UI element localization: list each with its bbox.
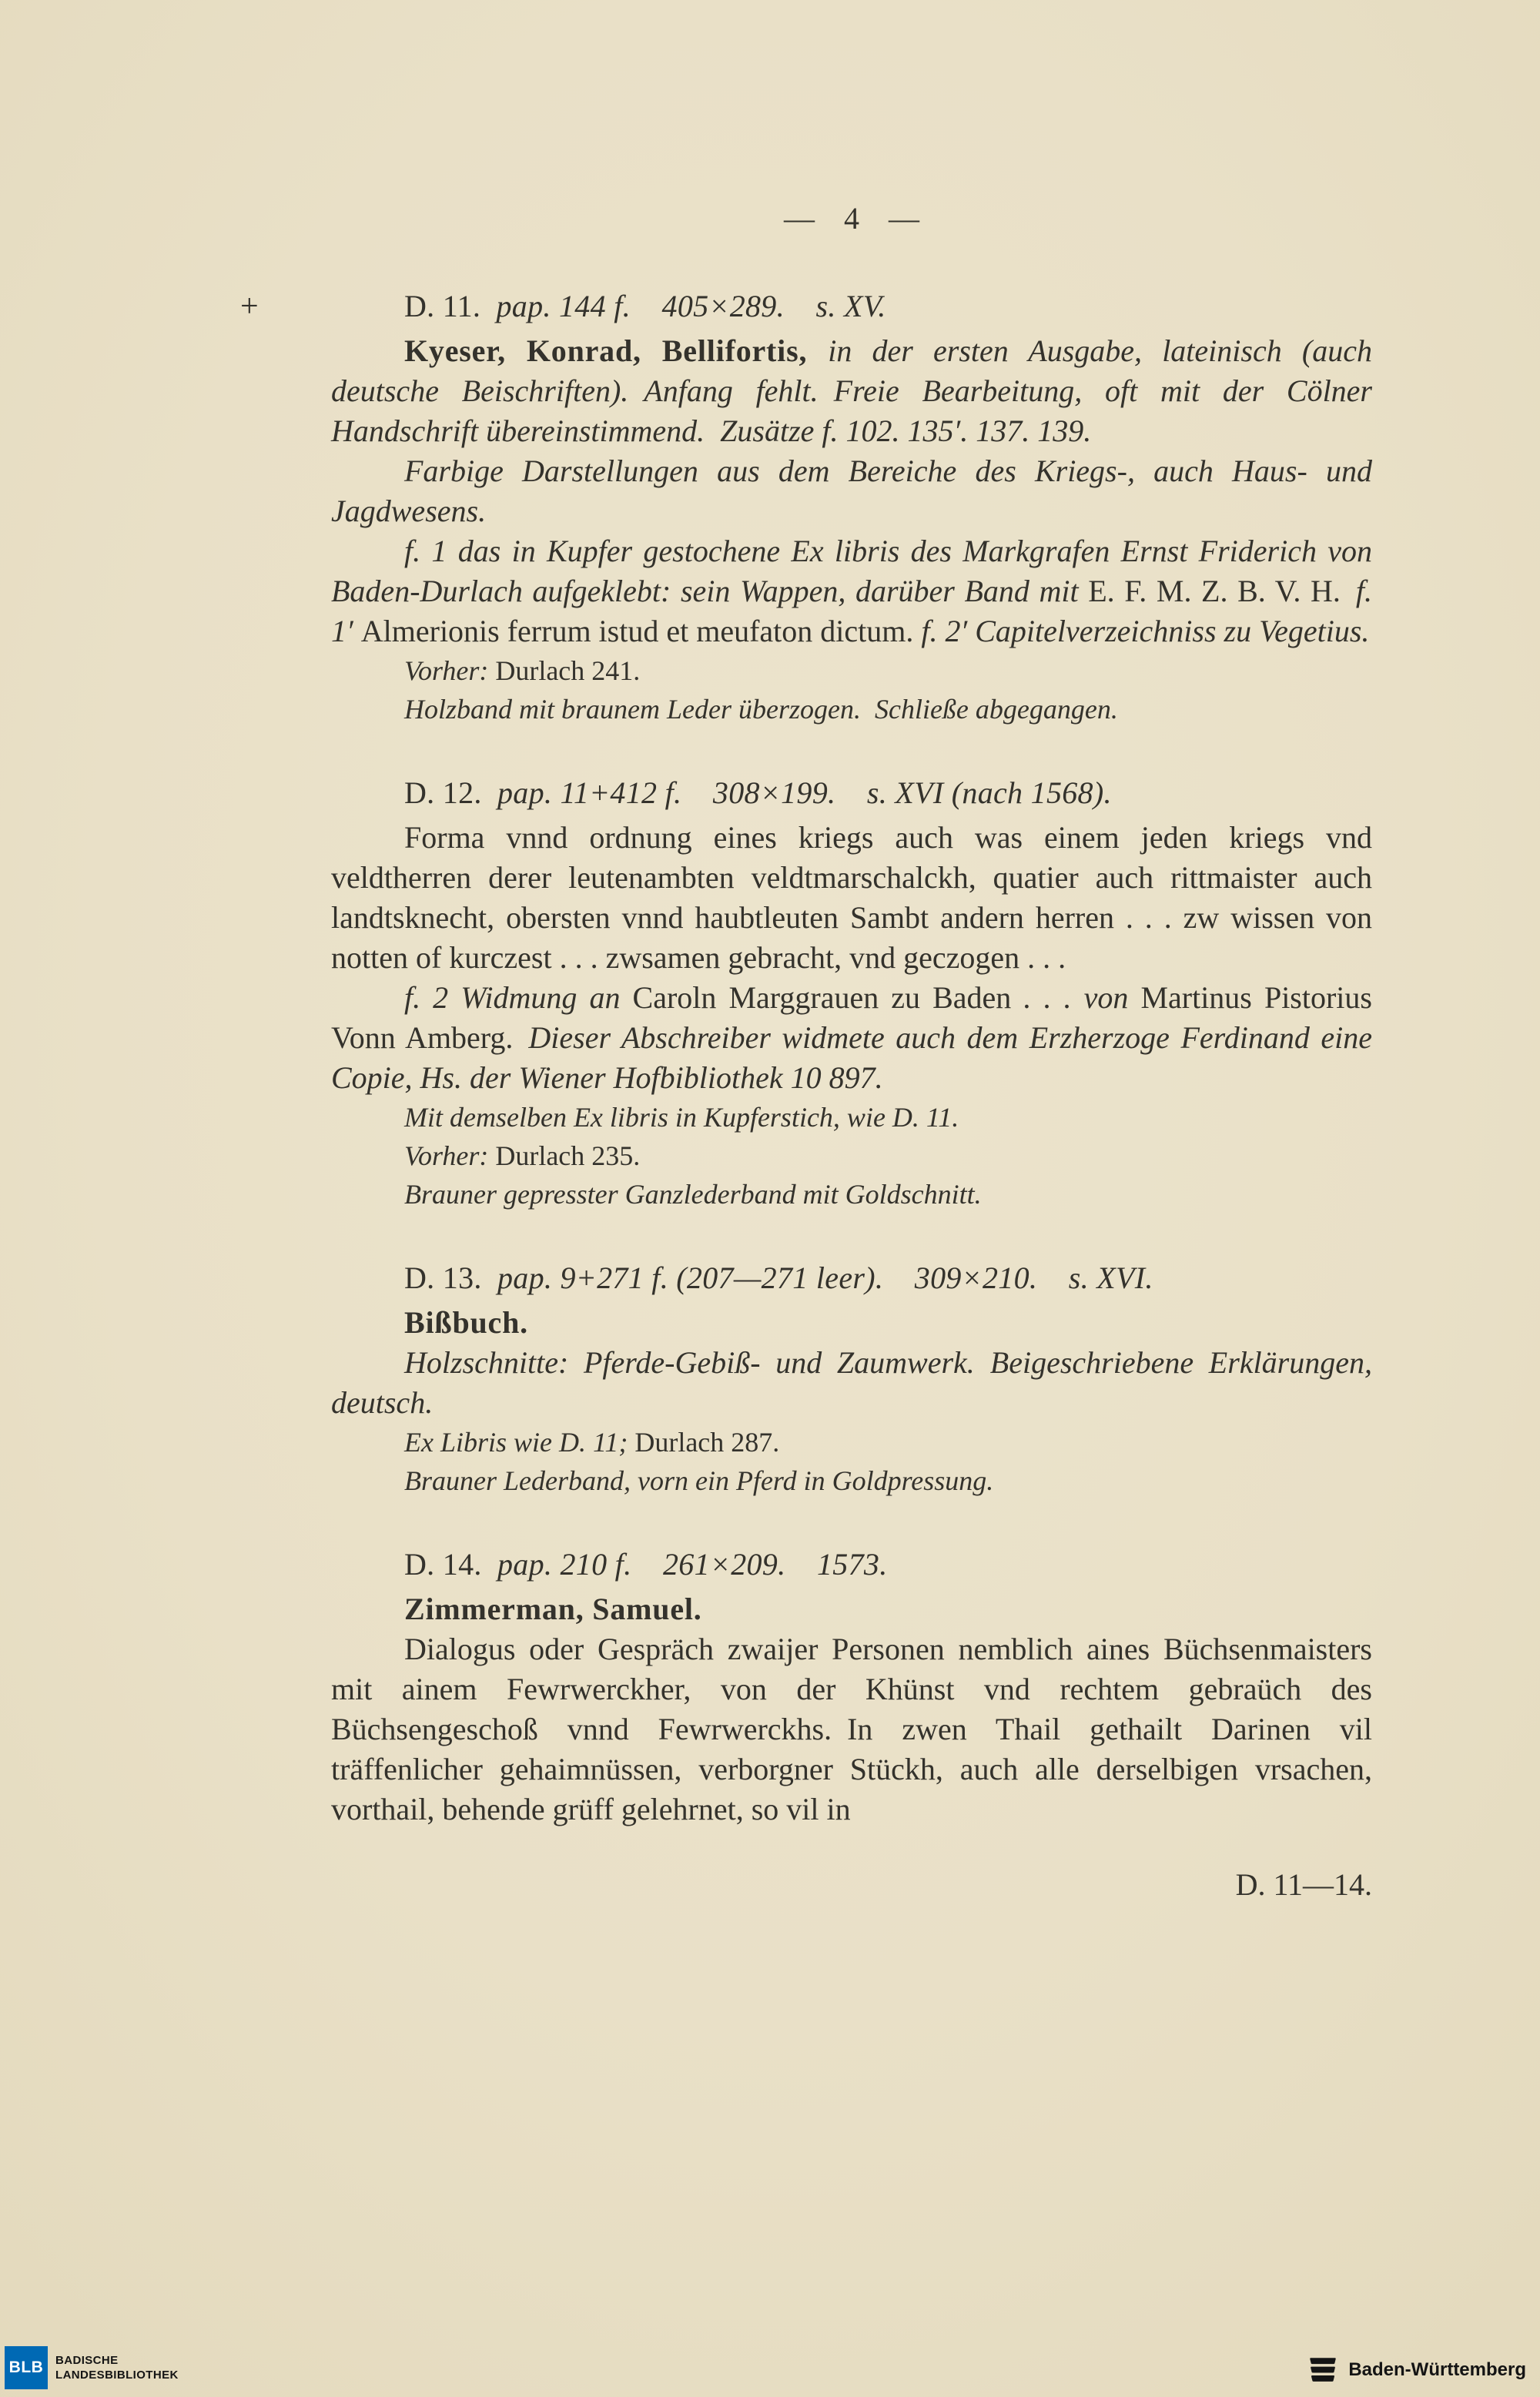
header-left-dash: — [784, 201, 815, 236]
entry-paragraph [404, 1137, 1372, 1175]
entry-paragraph [331, 531, 1372, 651]
text-segment: f. 1′ [331, 574, 1372, 648]
entry-header [331, 1258, 1372, 1298]
text-segment: pap. 210 f. 261×209. 1573. [481, 1547, 888, 1582]
text-segment: D. 12. [404, 775, 482, 810]
text-segment: Vorher: [404, 1140, 496, 1171]
catalog-entry [331, 1258, 1372, 1500]
text-segment: Holzband mit braunem Leder überzogen. Schließe abgegangen. [404, 694, 1118, 725]
text-segment: D. 11. [404, 289, 481, 323]
blb-name-line1: BADISCHE [55, 2354, 119, 2367]
text-segment: Caroln Marggrauen zu Baden [632, 980, 1012, 1015]
text-segment: . . . von [1011, 980, 1141, 1015]
text-segment: D. 14. [404, 1547, 482, 1582]
text-segment: pap. 9+271 f. (207—271 leer). 309×210. s. XVI. [481, 1260, 1153, 1295]
catalog-entry [331, 1545, 1372, 1830]
blb-logo-square [5, 2346, 48, 2389]
blb-name-line2: LANDESBIBLIOTHEK [55, 2369, 179, 2382]
text-segment: Durlach 241. [495, 655, 641, 686]
entry-header [331, 1545, 1372, 1585]
page-header [331, 202, 1372, 236]
text-segment: Vorher: [404, 655, 496, 686]
text-segment: Zimmerman, Samuel. [404, 1592, 702, 1626]
blb-logo [5, 2346, 179, 2389]
text-segment: Durlach 235. [495, 1140, 641, 1171]
margin-plus-mark: + [240, 289, 259, 324]
header-right-dash: — [889, 201, 919, 236]
entry-paragraph [404, 690, 1372, 728]
text-segment: Brauner Lederband, vorn ein Pferd in Goldpressung. [404, 1465, 994, 1496]
entry-paragraph [404, 1098, 1372, 1137]
text-segment: in der ersten Ausgabe, lateinisch (auch deutsche Beischriften). Anfang fehlt. Freie Bearbeitung, oft mit der Cölner Handschrift übereinstimmend. Zusätze f. 102. 135′. 137. 139. [331, 333, 1372, 448]
text-segment: Almerionis ferrum istud et meufaton dictum. [360, 614, 922, 648]
entry-paragraph [331, 1589, 1372, 1629]
entry-paragraph [331, 1303, 1372, 1343]
text-segment: pap. 144 f. 405×289. s. XV. [480, 289, 886, 323]
catalog-entry [240, 286, 1372, 728]
text-segment: Ex Libris wie D. 11; [404, 1427, 635, 1458]
entry-paragraph [331, 978, 1372, 1098]
catalog-entries [240, 286, 1373, 1830]
bw-logo [1307, 2354, 1526, 2386]
catalog-entry [331, 773, 1372, 1214]
text-segment: D. 13. [404, 1260, 482, 1295]
text-segment: Bißbuch. [404, 1305, 528, 1340]
text-segment: f. 1 das in Kupfer gestochene Ex libris des Markgrafen Ernst Friderich von Baden-Durlach aufgeklebt: sein Wappen, darüber Band mit [331, 534, 1372, 608]
bw-coat-of-arms-icon [1307, 2354, 1339, 2386]
text-segment: Dialogus oder Gespräch zwaijer Personen nemblich aines Büchsenmaisters mit ainem Fewrwerckher, von der Khünst vnd rechtem gebraüch des Büchsengeschoß vnnd Fewrwerckhs. In zwen Thail gethailt Darinen vil träffenlicher gehaimnüssen, verborgner Stückh, auch alle derselbigen vrsachen, vorthail, behende grüff gelehrnet, so vil in [331, 1632, 1372, 1826]
text-segment: Holzschnitte: Pferde-Gebiß- und Zaumwerk. Beigeschriebene Erklärungen, deutsch. [331, 1345, 1372, 1420]
text-segment: f. 2 Widmung an [404, 980, 633, 1015]
entry-paragraph [404, 1423, 1372, 1461]
text-segment: f. 2′ Capitelverzeichniss zu Vegetius. [921, 614, 1370, 648]
text-segment: E. F. M. Z. B. V. H. [1088, 574, 1356, 608]
entry-paragraph [331, 331, 1372, 451]
text-block [240, 201, 1373, 1905]
blb-logo-text [55, 2353, 179, 2382]
entry-paragraph [331, 451, 1372, 531]
entry-paragraph [331, 1343, 1372, 1423]
text-segment: Dieser Abschreiber widmete auch dem Erzherzoge Ferdinand eine Copie, Hs. der Wiener Hofbibliothek 10 897. [331, 1020, 1373, 1095]
page-number: 4 [844, 201, 859, 236]
entry-paragraph [331, 1629, 1372, 1830]
entry-header [331, 286, 1372, 326]
text-segment: Kyeser, Konrad, Bellifortis, [404, 333, 829, 368]
text-segment: Farbige Darstellungen aus dem Bereiche des Kriegs-, auch Haus- und Jagdwesens. [331, 454, 1372, 528]
text-segment: Mit demselben Ex libris in Kupferstich, wie D. 11. [404, 1102, 959, 1133]
text-segment: Durlach 287. [634, 1427, 780, 1458]
text-segment: Brauner gepresster Ganzlederband mit Goldschnitt. [404, 1179, 982, 1210]
entry-paragraph [404, 1461, 1372, 1500]
entry-paragraph [404, 651, 1372, 690]
text-segment: Martinus Pistorius Vonn Amberg. [331, 980, 1372, 1055]
text-segment: Forma vnnd ordnung eines kriegs auch was einem jeden kriegs vnd veldtherren derer leutenambten veldtmarschalckh, quatier auch rittmaister auch landtsknecht, obersten vnnd haubtleuten Sambt andern herren . . . zw wissen von notten of kurczest . . . zwsamen gebracht, vnd geczogen . . . [331, 820, 1372, 975]
entry-paragraph [404, 1175, 1372, 1214]
blb-abbreviation: BLB [8, 2359, 44, 2376]
entry-paragraph [331, 818, 1372, 978]
bw-label: Baden-Württemberg [1348, 2359, 1526, 2380]
text-segment: pap. 11+412 f. 308×199. s. XVI (nach 1568). [481, 775, 1112, 810]
entry-header [331, 773, 1372, 813]
catchword: D. 11—14. [1235, 1867, 1372, 1902]
